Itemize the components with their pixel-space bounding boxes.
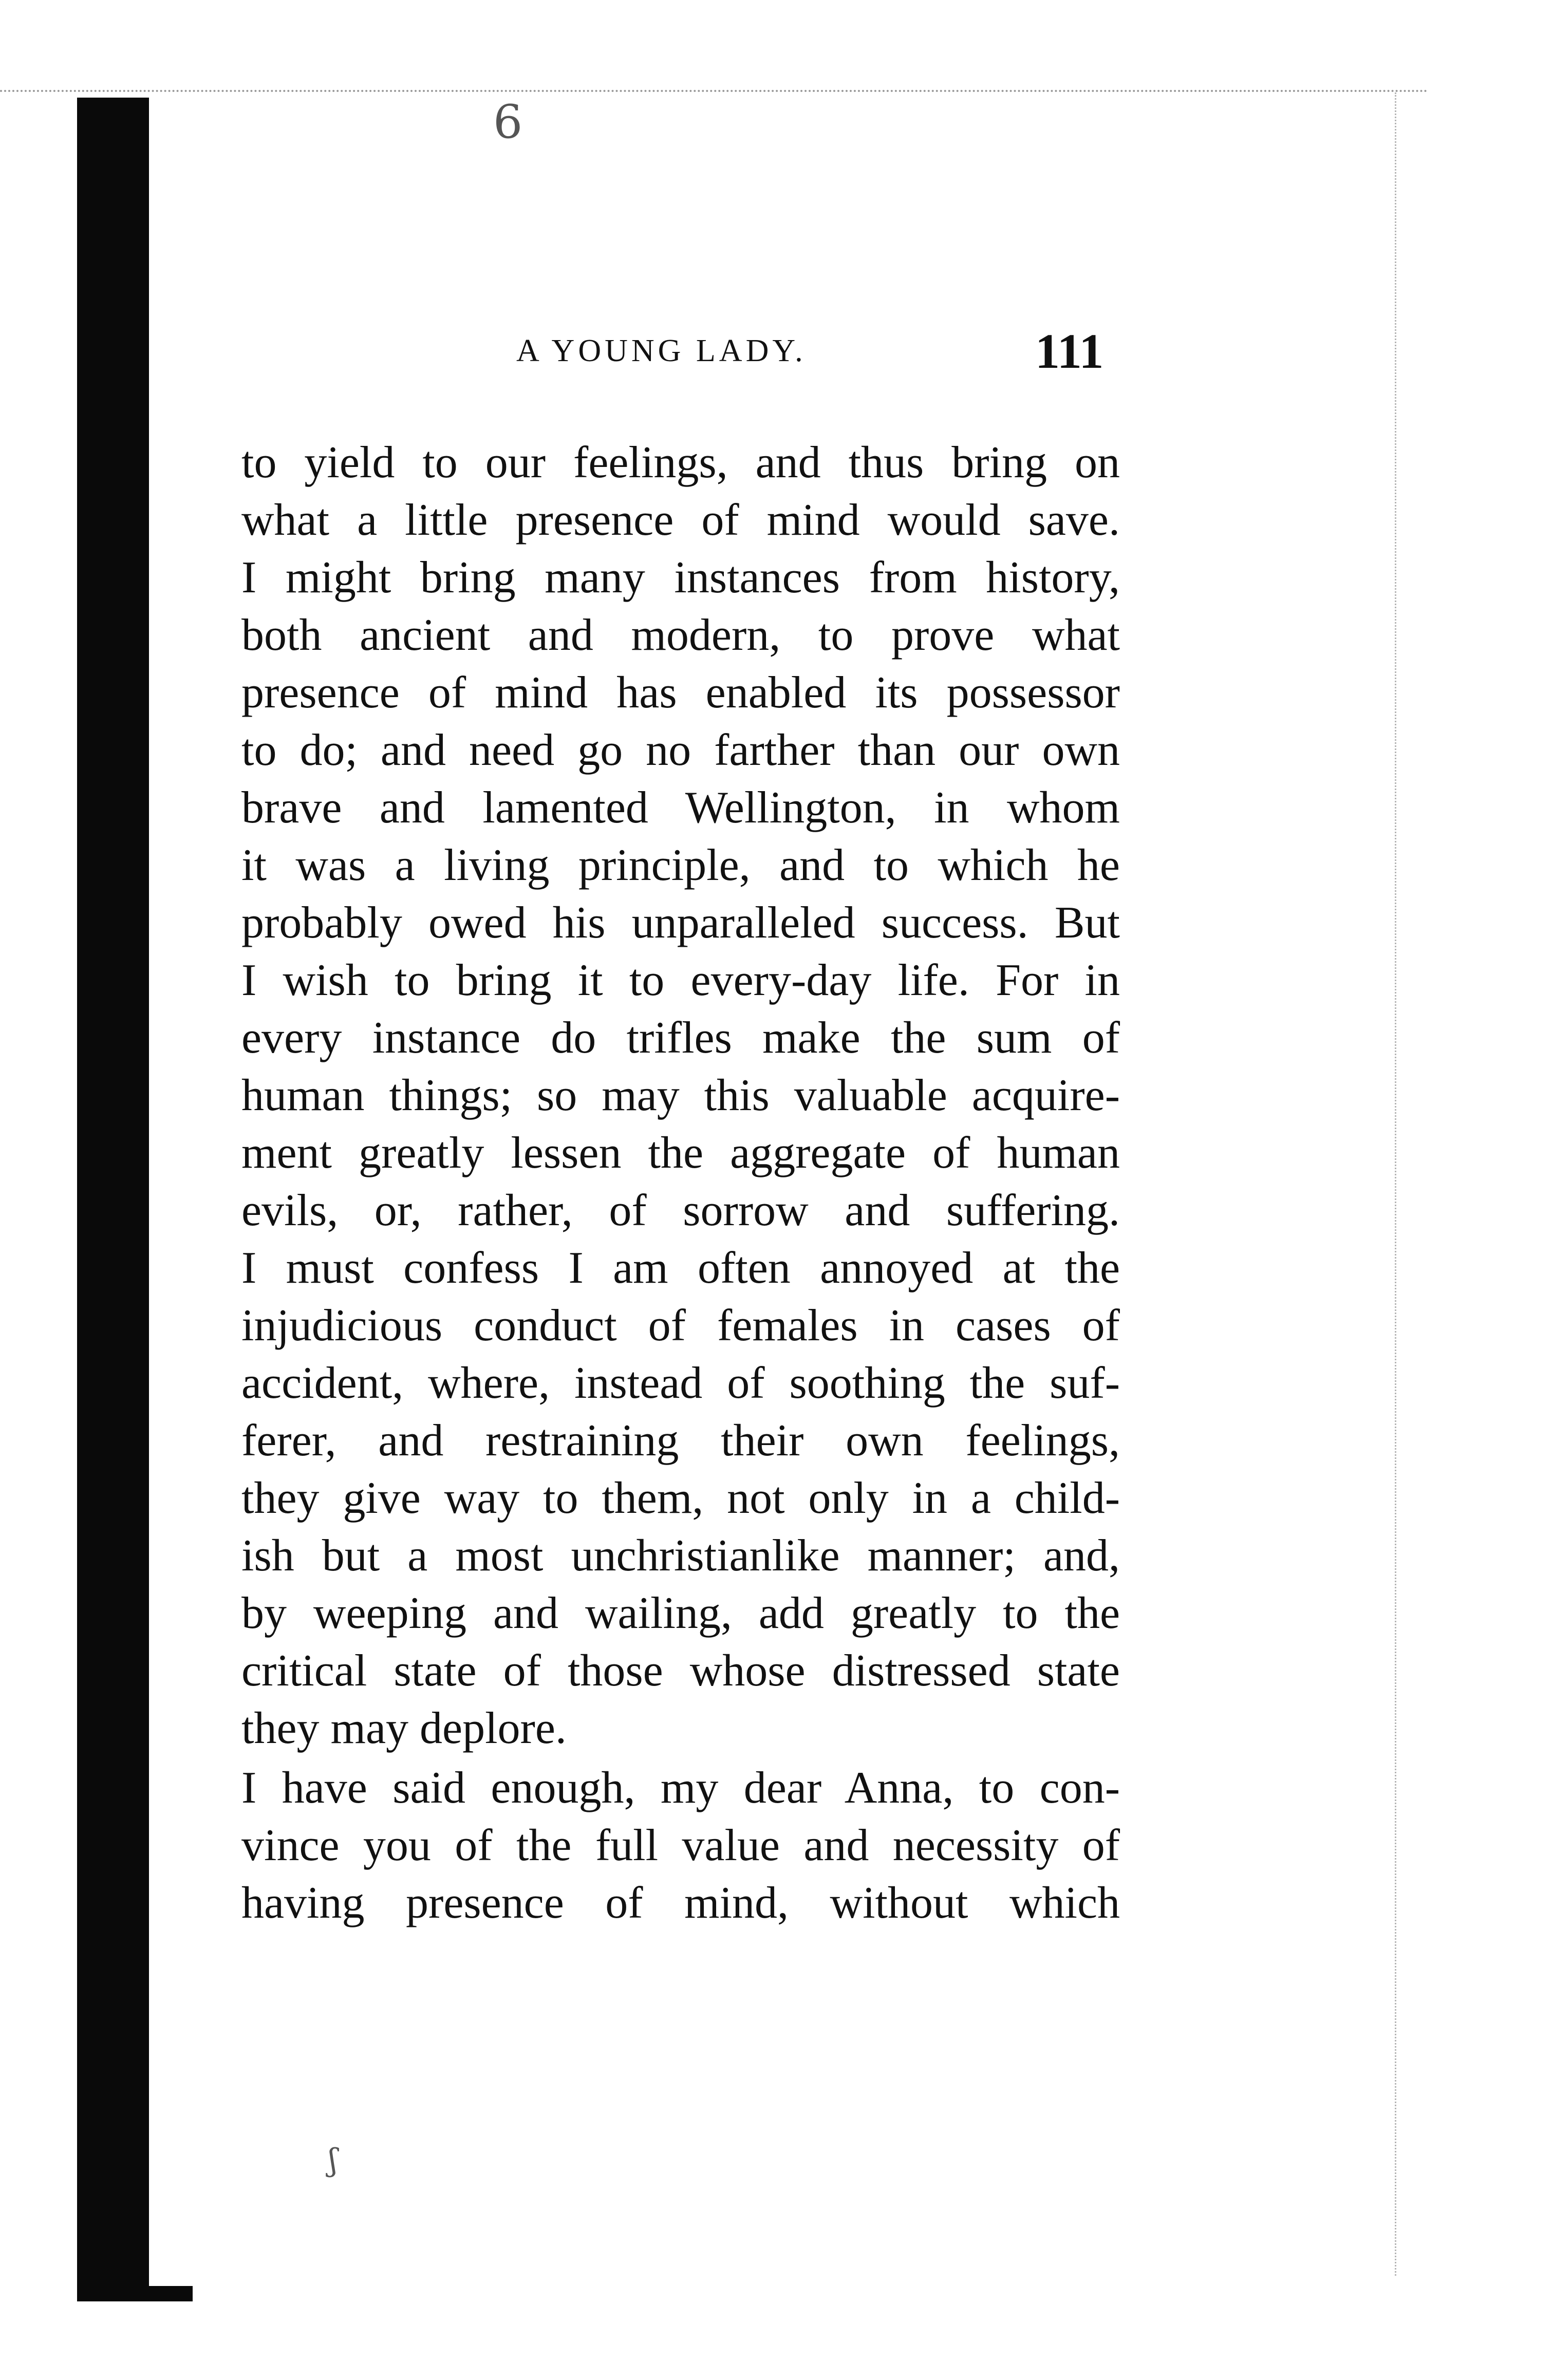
text-line: what a little presence of mind would save.	[241, 495, 1120, 545]
text-line: to yield to our feelings, and thus bring on	[241, 438, 1120, 488]
text-line: they give way to them, not only in a child-	[241, 1473, 1120, 1523]
text-line: critical state of those whose distressed state	[241, 1646, 1120, 1696]
text-line: having presence of mind, without which	[241, 1878, 1120, 1928]
page-right-edge	[1395, 92, 1396, 2276]
text-line: probably owed his unparalleled success. But	[241, 898, 1120, 948]
text-line: ferer, and restraining their own feelings,	[241, 1416, 1120, 1466]
text-line: I wish to bring it to every-day life. For in	[241, 955, 1120, 1005]
text-line: it was a living principle, and to which he	[241, 840, 1120, 890]
page-number: 111	[1035, 324, 1104, 379]
stray-mark: ʃ	[329, 2142, 338, 2178]
text-line: human things; so may this valuable acquire-	[241, 1071, 1120, 1120]
text-line: to do; and need go no farther than our own	[241, 725, 1120, 775]
text-line: vince you of the full value and necessity of	[241, 1821, 1120, 1870]
running-head: A YOUNG LADY.	[516, 333, 807, 368]
stray-mark: 6	[493, 95, 523, 149]
body-text	[241, 434, 1120, 1932]
paragraph-2	[241, 1759, 1120, 1932]
text-line: I have said enough, my dear Anna, to con-	[241, 1763, 1120, 1813]
text-line: evils, or, rather, of sorrow and suffering.	[241, 1186, 1120, 1235]
page-top-edge	[0, 90, 1428, 92]
binding-shadow-foot	[77, 2286, 193, 2301]
text-line: accident, where, instead of soothing the suf-	[241, 1358, 1120, 1408]
text-line: injudicious conduct of females in cases of	[241, 1301, 1120, 1351]
text-line: they may deplore.	[241, 1703, 567, 1753]
text-line: brave and lamented Wellington, in whom	[241, 783, 1120, 833]
text-line: ment greatly lessen the aggregate of human	[241, 1128, 1120, 1178]
text-line: by weeping and wailing, add greatly to the	[241, 1588, 1120, 1638]
text-line: presence of mind has enabled its possessor	[241, 668, 1120, 718]
text-line: I must confess I am often annoyed at the	[241, 1243, 1120, 1293]
text-line: both ancient and modern, to prove what	[241, 610, 1120, 660]
text-line: every instance do trifles make the sum of	[241, 1013, 1120, 1063]
paragraph-1	[241, 434, 1120, 1757]
text-line: ish but a most unchristianlike manner; and,	[241, 1531, 1120, 1581]
text-line: I might bring many instances from history,	[241, 553, 1120, 603]
binding-shadow	[77, 98, 149, 2299]
